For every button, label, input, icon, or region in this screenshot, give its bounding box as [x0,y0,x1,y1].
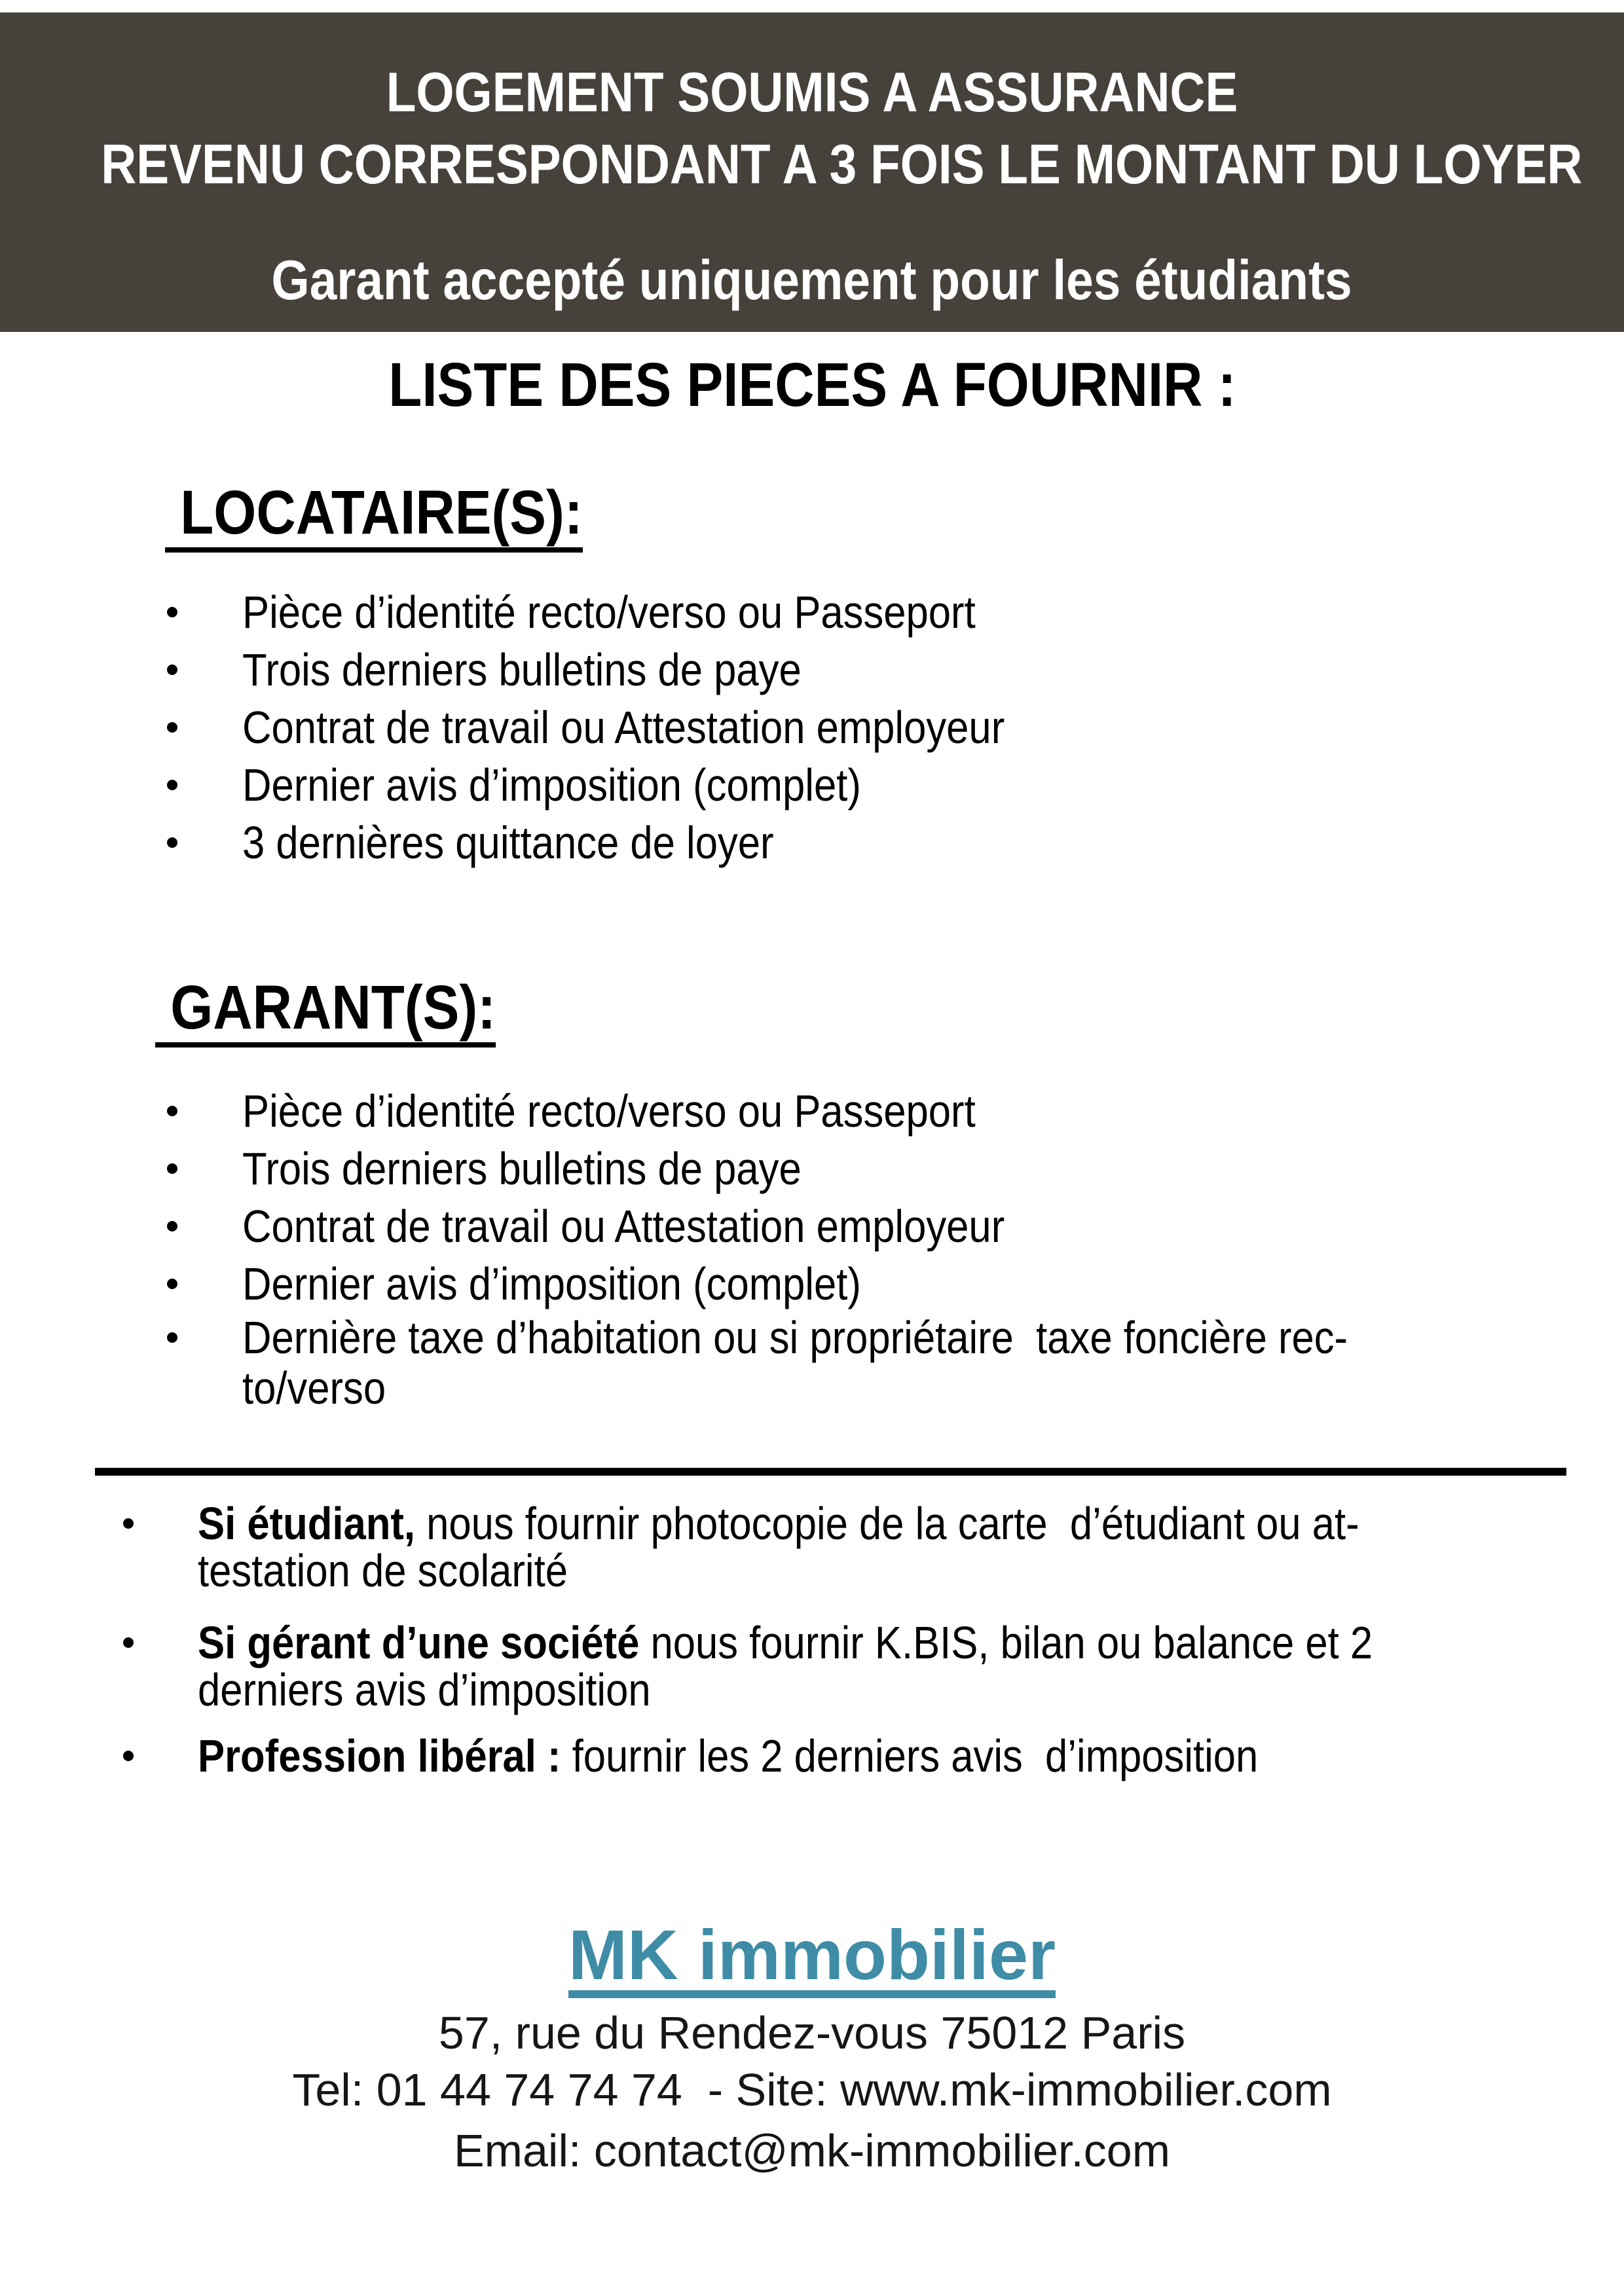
agency-address: 57, rue du Rendez-vous 75012 Paris [438,2007,1186,2058]
note-company-manager: Si gérant d’une société nous fournir K.BIS, bilan ou balance et 2 derniers avis d’imposition [0,1619,1624,1713]
bullet-icon [123,1637,134,1648]
bullet-icon [123,1518,134,1529]
agency-name: MK immobilier [568,1920,1056,1998]
list-item: Pièce d’identité recto/verso ou Passeport [0,583,1624,641]
bullet-icon [167,1332,177,1343]
agency-email: Email: contact@mk-immobilier.com [453,2125,1171,2176]
banner-line-3: Garant accepté uniquement pour les étudiants [271,249,1353,312]
locataire-list [0,583,1624,871]
garant-list [0,1082,1624,1413]
bullet-icon [123,1751,134,1761]
list-item: Pièce d’identité recto/verso ou Passeport [0,1082,1624,1140]
note-liberal-profession: Profession libéral : fournir les 2 derniers avis d’imposition [0,1732,1624,1779]
bullet-icon [167,780,177,790]
bullet-icon [167,607,177,617]
list-item: Contrat de travail ou Attestation employeur [0,699,1624,756]
section-heading-garant: GARANT(S): [155,977,542,1039]
bullet-icon [167,1279,177,1289]
list-item: Trois derniers bulletins de paye [0,641,1624,699]
section-heading-locataire: LOCATAIRE(S): [165,482,640,544]
list-item: Dernier avis d’imposition (complet) [0,756,1624,814]
list-item: Dernière taxe d’habitation ou si propriétaire taxe foncière rec- to/verso [0,1313,1624,1413]
page-title: LISTE DES PIECES A FOURNIR : [388,350,1236,420]
note-student: Si étudiant, nous fournir photocopie de la carte d’étudiant ou at- testation de scolarité [0,1500,1624,1594]
list-item: Contrat de travail ou Attestation employeur [0,1197,1624,1255]
bullet-icon [167,722,177,733]
bullet-icon [167,665,177,675]
agency-brand [0,1915,1624,1998]
list-item: 3 dernières quittance de loyer [0,814,1624,871]
section-divider [95,1468,1566,1476]
banner-line-2: REVENU CORRESPONDANT A 3 FOIS LE MONTANT DU LOYER [101,134,1583,196]
bullet-icon [167,1163,177,1174]
bullet-icon [167,1221,177,1231]
bullet-icon [167,1106,177,1116]
list-item: Dernier avis d’imposition (complet) [0,1255,1624,1313]
agency-tel-site: Tel: 01 44 74 74 74 - Site: www.mk-immobilier.com [292,2064,1332,2115]
list-item: Trois derniers bulletins de paye [0,1140,1624,1197]
header-banner [0,12,1624,332]
banner-line-1: LOGEMENT SOUMIS A ASSURANCE [386,62,1238,124]
bullet-icon [167,837,177,848]
